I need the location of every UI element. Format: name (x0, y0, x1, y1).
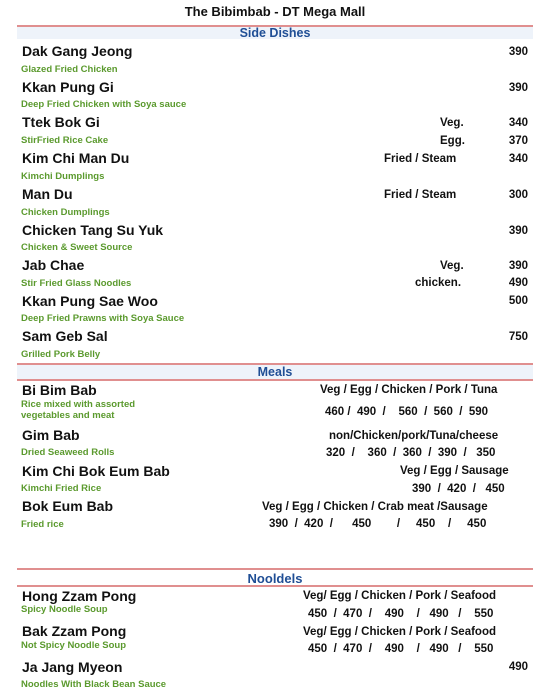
item-option: Veg. (440, 117, 464, 129)
item-name: Sam Geb Sal (22, 328, 108, 344)
item-price: 390 (508, 225, 528, 237)
item-desc: vegetables and meat (21, 410, 115, 421)
item-desc: Chicken & Sweet Source (21, 242, 133, 253)
item-options: Veg / Egg / Sausage (400, 465, 509, 477)
item-desc: Deep Fried Prawns with Soya Sauce (21, 313, 185, 324)
item-name: Man Du (22, 186, 73, 202)
menu-title: The Bibimbab - DT Mega Mall (184, 4, 366, 19)
item-desc: Grilled Pork Belly (21, 349, 101, 360)
item-name: Jab Chae (22, 257, 85, 273)
meals-heading: Meals (257, 365, 293, 379)
item-price: 750 (508, 331, 528, 343)
item-name: Gim Bab (22, 427, 80, 443)
item-desc: Deep Fried Chicken with Soya sauce (21, 99, 187, 110)
item-options: Veg/ Egg / Chicken / Pork / Seafood (303, 590, 496, 602)
item-desc: Spicy Noodle Soup (21, 604, 108, 615)
item-desc: Kimchi Dumplings (21, 171, 105, 182)
item-name: Kim Chi Bok Eum Bab (22, 463, 170, 479)
item-price: 390 (508, 46, 528, 58)
item-name: Ttek Bok Gi (22, 114, 100, 130)
item-option: Veg. (440, 260, 464, 272)
item-desc: Glazed Fried Chicken (21, 64, 118, 75)
item-prices: 390 / 420 / 450 / 450 / 450 (269, 518, 487, 530)
item-desc: Rice mixed with assorted (21, 399, 136, 410)
item-desc: Dried Seaweed Rolls (21, 447, 115, 458)
item-desc: Fried rice (21, 519, 64, 530)
item-name: Kkan Pung Gi (22, 79, 114, 95)
item-name: Hong Zzam Pong (22, 588, 137, 604)
item-name: Kkan Pung Sae Woo (22, 293, 158, 309)
item-options: Veg / Egg / Chicken / Pork / Tuna (320, 384, 498, 396)
item-options: Veg/ Egg / Chicken / Pork / Seafood (303, 626, 496, 638)
item-price: 500 (508, 295, 528, 307)
item-prices: 450 / 470 / 490 / 490 / 550 (308, 608, 494, 620)
item-price: 340 (508, 117, 528, 129)
item-price: 370 (508, 135, 528, 147)
item-desc: Kimchi Fried Rice (21, 483, 102, 494)
item-price: 490 (508, 661, 528, 673)
item-desc: Not Spicy Noodle Soup (21, 640, 127, 651)
item-option: Egg. (440, 135, 465, 147)
item-desc: Chicken Dumplings (21, 207, 110, 218)
item-prices: 450 / 470 / 490 / 490 / 550 (308, 643, 494, 655)
item-price: 390 (508, 82, 528, 94)
item-options: non/Chicken/pork/Tuna/cheese (329, 430, 499, 442)
item-price: 340 (508, 153, 528, 165)
item-prices: 390 / 420 / 450 (412, 483, 505, 495)
noodles-header-border (17, 585, 533, 587)
item-prices: 320 / 360 / 360 / 390 / 350 (326, 447, 496, 459)
item-desc: StirFried Rice Cake (21, 135, 109, 146)
item-name: Ja Jang Myeon (22, 659, 123, 675)
item-name: Dak Gang Jeong (22, 43, 133, 59)
item-name: Kim Chi Man Du (22, 150, 130, 166)
item-options: Veg / Egg / Chicken / Crab meat /Sausage (262, 501, 488, 513)
item-option: Fried / Steam (384, 153, 457, 165)
item-desc: Noodles With Black Bean Sauce (21, 679, 167, 690)
meals-header-border (17, 379, 533, 381)
item-name: Bak Zzam Pong (22, 623, 127, 639)
noodles-heading: Nooldels (247, 571, 303, 586)
item-prices: 460 / 490 / 560 / 560 / 590 (325, 406, 489, 418)
item-price: 300 (508, 189, 528, 201)
item-desc: Stir Fried Glass Noodles (21, 278, 132, 289)
item-price: 390 (508, 260, 528, 272)
noodles-header (17, 568, 533, 585)
item-name: Bi Bim Bab (22, 382, 97, 398)
side-dishes-header (17, 25, 533, 39)
meals-header (17, 363, 533, 379)
side-dishes-heading: Side Dishes (239, 26, 311, 40)
item-option: chicken. (415, 277, 462, 289)
item-option: Fried / Steam (384, 189, 457, 201)
item-name: Chicken Tang Su Yuk (22, 222, 164, 238)
item-price: 490 (508, 277, 528, 289)
item-name: Bok Eum Bab (22, 498, 114, 514)
